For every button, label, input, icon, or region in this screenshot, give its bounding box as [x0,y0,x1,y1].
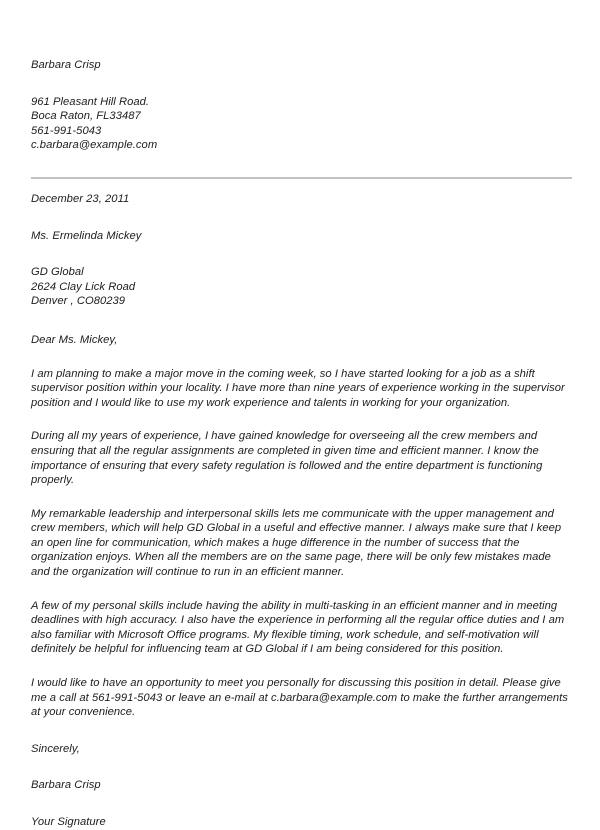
body-paragraph-3: My remarkable leadership and interpersonal skills lets me communicate with the upper management and crew members, which will help GD Global in a useful and effective manner. I always make sure that I keep an open line for communication, which makes a huge difference in the number of success that the organization enjoys. When all the members are on the same page, there will be only few mistakes made and the organization will continue to run in an efficient manner. [31,507,562,579]
closing-signer-name: Barbara Crisp [31,779,101,792]
letter-date: December 23, 2011 [31,192,130,205]
header-divider [31,177,572,179]
recipient-name: Ms. Ermelinda Mickey [31,229,142,242]
recipient-company: GD Global [31,266,84,279]
closing-valediction: Sincerely, [31,742,80,755]
signature-placeholder: Your Signature [31,816,106,828]
letter-content [31,0,572,830]
salutation: Dear Ms. Mickey, [31,333,118,346]
recipient-street: 2624 Clay Lick Road [31,280,136,293]
sender-city-state-zip: Boca Raton, FL33487 [31,110,141,123]
body-paragraph-5: I would like to have an opportunity to meet you personally for discussing this position in detail. Please give me a call at 561-991-5043 or leave an e-mail at c.barbara@example.com to make the further arrangements at your convenience. [31,677,568,719]
sender-street: 961 Pleasant Hill Road. [31,95,150,108]
body-paragraph-1: I am planning to make a major move in the coming week, so I have started looking for a job as a shift supervisor position within your locality. I have more than nine years of experience working in the supervisor position and I would like to use my work experience and talents in working for your organization. [31,367,565,409]
sender-phone: 561-991-5043 [31,124,102,137]
sender-address-block [31,95,572,153]
recipient-address-block [31,265,572,309]
sender-email: c.barbara@example.com [31,139,158,152]
recipient-city-state-zip: Denver , CO80239 [31,295,126,308]
sender-name: Barbara Crisp [31,59,101,71]
body-paragraph-2: During all my years of experience, I have gained knowledge for overseeing all the crew members and ensuring that all the regular assignments are completed in given time and efficient manner. I know the importance of ensuring that every safety regulation is followed and the entire department is functioning properly. [31,430,543,487]
body-paragraph-4: A few of my personal skills include having the ability in multi-tasking in an efficient manner and in meeting deadlines with high accuracy. I also have the experience in performing all the regular office duties and I am also familiar with Microsoft Office programs. My flexible timing, work schedule, and self-motivation will definitely be helpful for influencing team at GD Global if I am being considered for this position. [31,599,565,656]
